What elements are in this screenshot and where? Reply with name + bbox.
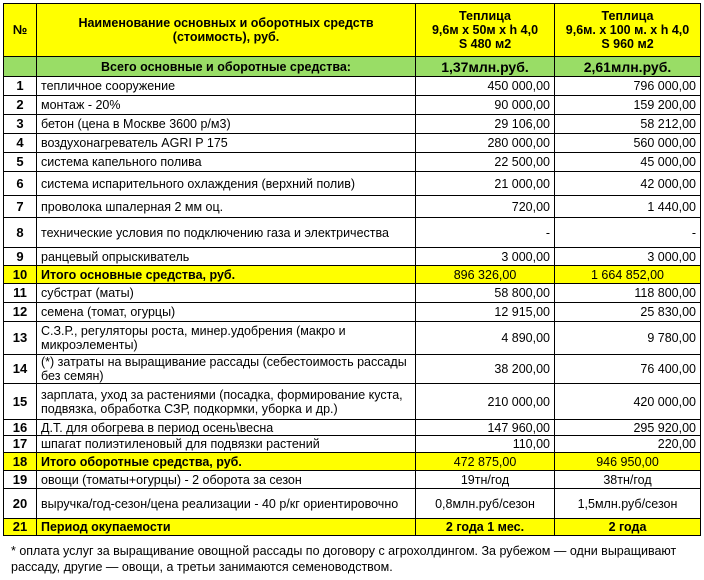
row-name: субстрат (маты): [37, 284, 416, 303]
row-number: 11: [4, 284, 37, 303]
table-row: [4, 196, 701, 218]
row-name: бетон (цена в Москве 3600 р/м3): [37, 115, 416, 134]
table-row: [4, 77, 701, 96]
table-row: [4, 453, 701, 471]
total-row: [4, 57, 701, 77]
total-v1: 1,37млн.руб.: [416, 57, 555, 77]
total-v2: 2,61млн.руб.: [555, 57, 701, 77]
row-value-1: 110,00: [416, 436, 555, 453]
row-name: тепличное сооружение: [37, 77, 416, 96]
row-value-2: 1 440,00: [555, 196, 701, 218]
row-name: ранцевый опрыскиватель: [37, 248, 416, 266]
footnote: * оплата услуг за выращивание овощной рассады по договору с агрохолдингом. За рубежом — одни выращивают рассаду, другие — овощи, а третьи занимаются семеноводством.: [11, 544, 677, 574]
row-number: 18: [4, 453, 37, 471]
row-value-1: 29 106,00: [416, 115, 555, 134]
row-name: семена (томат, огурцы): [37, 303, 416, 322]
row-number: 12: [4, 303, 37, 322]
row-value-1: 147 960,00: [416, 420, 555, 436]
row-number: 3: [4, 115, 37, 134]
row-number: 4: [4, 134, 37, 153]
header-col1-line3: S 480 м2: [458, 37, 512, 51]
header-no: №: [4, 4, 37, 57]
row-number: 15: [4, 384, 37, 420]
row-name: система капельного полива: [37, 153, 416, 172]
row-value-2: 25 830,00: [555, 303, 701, 322]
row-name: Итого оборотные средства, руб.: [37, 453, 416, 471]
row-value-2: 38тн/год: [555, 471, 701, 489]
row-name: проволока шпалерная 2 мм оц.: [37, 196, 416, 218]
row-number: 17: [4, 436, 37, 453]
table-row: [4, 96, 701, 115]
header-col2: [555, 4, 701, 57]
row-value-2: 159 200,00: [555, 96, 701, 115]
row-name: выручка/год-сезон/цена реализации - 40 р/кг ориентировочно: [37, 489, 416, 519]
row-value-2: 295 920,00: [555, 420, 701, 436]
row-value-1: 0,8млн.руб/сезон: [416, 489, 555, 519]
row-value-1: 19тн/год: [416, 471, 555, 489]
row-number: 7: [4, 196, 37, 218]
row-number: 9: [4, 248, 37, 266]
row-name: зарплата, уход за растениями (посадка, формирование куста, подвязка, обработка СЗР, подкормки, уборка и др.): [37, 384, 416, 420]
table-row: [4, 303, 701, 322]
row-value-1: 210 000,00: [416, 384, 555, 420]
row-name: монтаж - 20%: [37, 96, 416, 115]
row-value-1: 720,00: [416, 196, 555, 218]
row-value-2: 58 212,00: [555, 115, 701, 134]
table-row: [4, 436, 701, 453]
header-col1: [416, 4, 555, 57]
row-number: 6: [4, 172, 37, 196]
row-number: 14: [4, 355, 37, 384]
row-name: шпагат полиэтиленовый для подвязки растений: [37, 436, 416, 453]
row-number: 20: [4, 489, 37, 519]
row-number: 19: [4, 471, 37, 489]
table-row: [4, 471, 701, 489]
row-name: овощи (томаты+огурцы) - 2 оборота за сезон: [37, 471, 416, 489]
header-name: Наименование основных и оборотных средств (стоимость), руб.: [37, 4, 416, 57]
row-value-2: 560 000,00: [555, 134, 701, 153]
table-row: [4, 218, 701, 248]
total-label: Всего основные и оборотные средства:: [37, 57, 416, 77]
header-col1-line1: Теплица: [459, 9, 511, 23]
row-value-2: 420 000,00: [555, 384, 701, 420]
header-row: [4, 4, 701, 57]
row-number: 13: [4, 322, 37, 355]
header-col2-line3: S 960 м2: [601, 37, 654, 51]
row-value-1: 280 000,00: [416, 134, 555, 153]
table-row: [4, 266, 701, 284]
row-number: 10: [4, 266, 37, 284]
table-row: [4, 420, 701, 436]
table-row: [4, 519, 701, 536]
investment-table: [3, 3, 701, 536]
table-row: [4, 284, 701, 303]
table-row: [4, 134, 701, 153]
row-value-1: 90 000,00: [416, 96, 555, 115]
row-value-1: 38 200,00: [416, 355, 555, 384]
header-col1-line2: 9,6м х 50м х h 4,0: [431, 23, 539, 37]
row-value-1: 21 000,00: [416, 172, 555, 196]
row-value-1: 12 915,00: [416, 303, 555, 322]
row-name: Итого основные средства, руб.: [37, 266, 416, 284]
row-name: Д.Т. для обогрева в период осень\весна: [37, 420, 416, 436]
row-value-1: 58 800,00: [416, 284, 555, 303]
row-value-2: 2 года: [555, 519, 701, 536]
table-row: [4, 355, 701, 384]
table-row: [4, 384, 701, 420]
row-number: 21: [4, 519, 37, 536]
table-row: [4, 115, 701, 134]
row-value-1: 472 875,00: [416, 453, 555, 471]
row-value-2: 118 800,00: [555, 284, 701, 303]
row-name: С.З.Р., регуляторы роста, минер.удобрения (макро и микроэлементы): [37, 322, 416, 355]
row-value-2: 946 950,00: [555, 453, 701, 471]
row-value-1: 3 000,00: [416, 248, 555, 266]
row-value-2: 1,5млн.руб/сезон: [555, 489, 701, 519]
row-name: воздухонагреватель AGRI P 175: [37, 134, 416, 153]
table-row: [4, 153, 701, 172]
table-row: [4, 248, 701, 266]
row-value-2: 220,00: [555, 436, 701, 453]
table-row: [4, 322, 701, 355]
row-value-1: 896 326,00: [416, 266, 555, 284]
row-value-2: 76 400,00: [555, 355, 701, 384]
row-value-1: 450 000,00: [416, 77, 555, 96]
row-name: технические условия по подключению газа и электричества: [37, 218, 416, 248]
row-value-2: 45 000,00: [555, 153, 701, 172]
table-row: [4, 172, 701, 196]
row-number: 2: [4, 96, 37, 115]
row-value-2: 796 000,00: [555, 77, 701, 96]
row-number: 1: [4, 77, 37, 96]
row-number: 5: [4, 153, 37, 172]
row-name: система испарительного охлаждения (верхний полив): [37, 172, 416, 196]
row-value-2: -: [555, 218, 701, 248]
row-value-2: 9 780,00: [555, 322, 701, 355]
row-name: (*) затраты на выращивание рассады (себестоимость рассады без семян): [37, 355, 416, 384]
row-value-1: 2 года 1 мес.: [416, 519, 555, 536]
row-value-1: 22 500,00: [416, 153, 555, 172]
row-number: 16: [4, 420, 37, 436]
row-name: Период окупаемости: [37, 519, 416, 536]
row-value-2: 1 664 852,00: [555, 266, 701, 284]
row-value-2: 42 000,00: [555, 172, 701, 196]
row-value-2: 3 000,00: [555, 248, 701, 266]
row-value-1: 4 890,00: [416, 322, 555, 355]
header-col2-line2: 9,6м. х 100 м. х h 4,0: [565, 23, 690, 37]
row-number: 8: [4, 218, 37, 248]
header-col2-line1: Теплица: [601, 9, 654, 23]
row-value-1: -: [416, 218, 555, 248]
table-row: [4, 489, 701, 519]
